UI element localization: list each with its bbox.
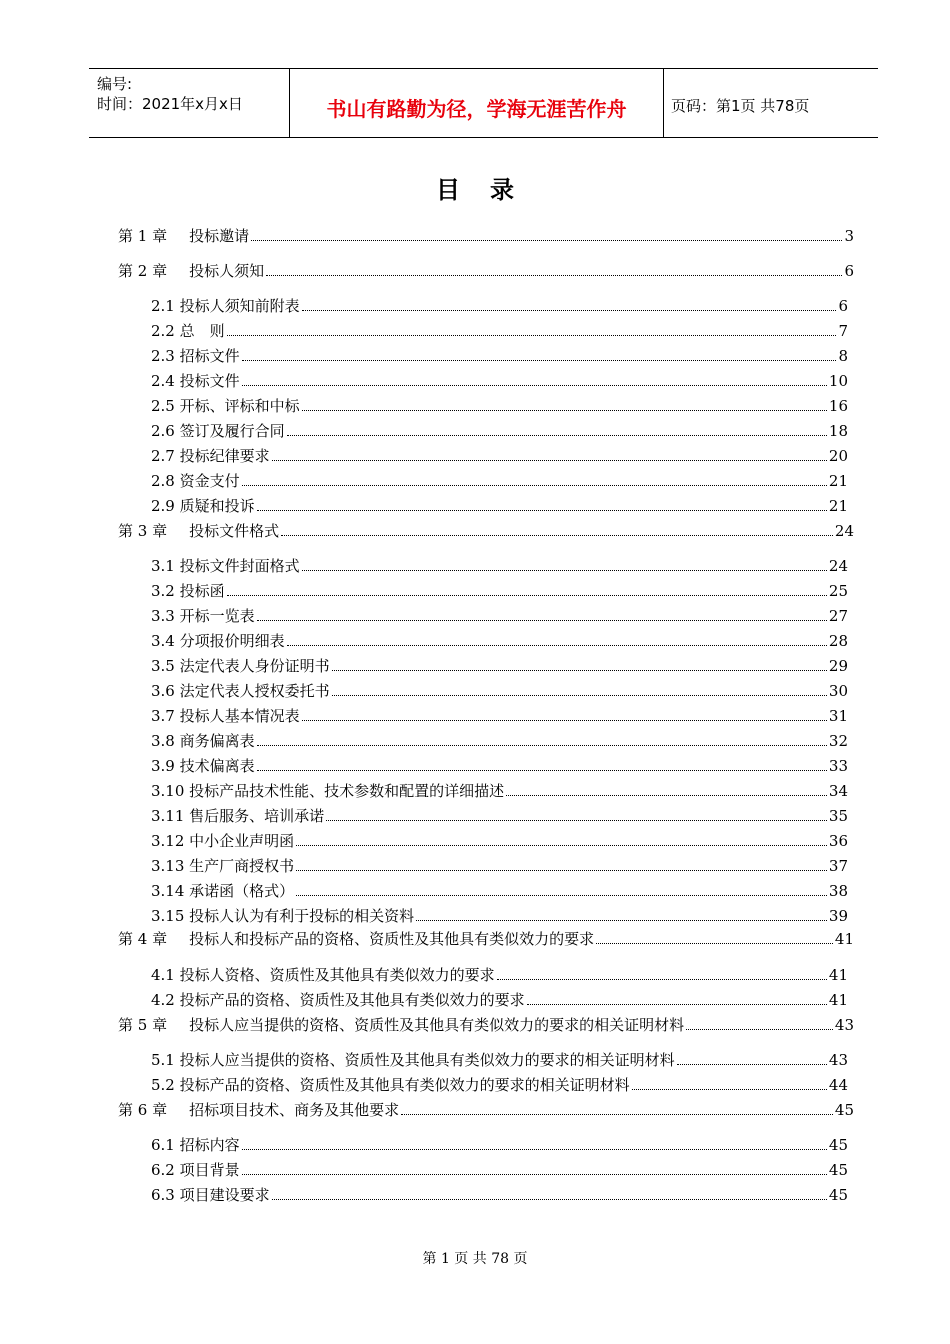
toc-entry-label — [118, 522, 279, 540]
toc-title: 目录 — [436, 176, 544, 204]
chapter-title: 投标人和投标产品的资格、资质性及其他具有类似效力的要求 — [189, 930, 595, 948]
toc-section-entry[interactable] — [151, 607, 848, 625]
toc-page-number: 45 — [834, 1101, 854, 1119]
toc-entry-label — [118, 262, 264, 280]
toc-page-number: 38 — [828, 882, 848, 900]
toc-entry-label: 2.3 招标文件 — [151, 347, 240, 365]
header-page-cell — [663, 69, 878, 137]
toc-entry-label: 3.7 投标人基本情况表 — [151, 707, 300, 725]
toc-section-entry[interactable] — [151, 347, 848, 365]
toc-entry-label: 3.5 法定代表人身份证明书 — [151, 657, 330, 675]
toc-chapter-entry[interactable] — [118, 1016, 854, 1034]
toc-section-entry[interactable] — [151, 322, 848, 340]
toc-entry-label: 3.1 投标文件封面格式 — [151, 557, 300, 575]
chapter-number: 第 6 章 — [118, 1101, 168, 1119]
dot-leader — [257, 509, 827, 511]
dot-leader — [677, 1063, 827, 1065]
toc-page-number: 25 — [828, 582, 848, 600]
toc-section-entry[interactable] — [151, 732, 848, 750]
toc-page-number: 35 — [828, 807, 848, 825]
dot-leader — [416, 919, 827, 921]
toc-section-entry[interactable] — [151, 472, 848, 490]
toc-page-number: 31 — [828, 707, 848, 725]
toc-page-number: 45 — [828, 1186, 848, 1204]
chapter-number: 第 4 章 — [118, 930, 168, 948]
toc-entry-label: 3.3 开标一览表 — [151, 607, 255, 625]
toc-entry-label: 2.9 质疑和投诉 — [151, 497, 255, 515]
toc-section-entry[interactable] — [151, 497, 848, 515]
toc-page-number: 8 — [838, 347, 848, 365]
dot-leader — [296, 869, 827, 871]
dot-leader — [227, 594, 827, 596]
toc-chapter-entry[interactable] — [118, 227, 854, 245]
toc-entry-label — [118, 930, 594, 948]
toc-section-entry[interactable] — [151, 832, 848, 850]
toc-page-number: 27 — [828, 607, 848, 625]
toc-section-entry[interactable] — [151, 397, 848, 415]
toc-entry-label: 2.1 投标人须知前附表 — [151, 297, 300, 315]
chapter-number: 第 3 章 — [118, 522, 168, 540]
toc-entry-label — [118, 1101, 399, 1119]
toc-entry-label: 2.8 资金支付 — [151, 472, 240, 490]
toc-section-entry[interactable] — [151, 1186, 848, 1204]
toc-page-number: 24 — [828, 557, 848, 575]
toc-page-number: 28 — [828, 632, 848, 650]
toc-page-number: 44 — [828, 1076, 848, 1094]
toc-section-entry[interactable] — [151, 907, 848, 925]
dot-leader — [257, 744, 827, 746]
toc-page-number: 6 — [844, 262, 854, 280]
dot-leader — [272, 1198, 827, 1200]
toc-section-entry[interactable] — [151, 422, 848, 440]
toc-page-number: 41 — [828, 966, 848, 984]
toc-entry-label: 2.2 总 则 — [151, 322, 225, 340]
toc-section-entry[interactable] — [151, 682, 848, 700]
dot-leader — [332, 669, 827, 671]
toc-chapter-entry[interactable] — [118, 1101, 854, 1119]
toc-page-number: 43 — [828, 1051, 848, 1069]
dot-leader — [527, 1003, 827, 1005]
chapter-title: 投标邀请 — [189, 227, 250, 245]
toc-chapter-entry[interactable] — [118, 522, 854, 540]
toc-section-entry[interactable] — [151, 857, 848, 875]
dot-leader — [332, 694, 827, 696]
dot-leader — [632, 1088, 827, 1090]
toc-entry-label: 5.1 投标人应当提供的资格、资质性及其他具有类似效力的要求的相关证明材料 — [151, 1051, 675, 1069]
toc-page-number: 33 — [828, 757, 848, 775]
toc-page-number: 7 — [838, 322, 848, 340]
toc-section-entry[interactable] — [151, 1136, 848, 1154]
toc-section-entry[interactable] — [151, 372, 848, 390]
toc-section-entry[interactable] — [151, 807, 848, 825]
chapter-number: 第 5 章 — [118, 1016, 168, 1034]
toc-page-number: 30 — [828, 682, 848, 700]
toc-page-number: 18 — [828, 422, 848, 440]
chapter-number: 第 1 章 — [118, 227, 168, 245]
dot-leader — [497, 978, 827, 980]
dot-leader — [326, 819, 827, 821]
toc-section-entry[interactable] — [151, 1076, 848, 1094]
toc-page-number: 3 — [844, 227, 854, 245]
dot-leader — [242, 484, 827, 486]
toc-section-entry[interactable] — [151, 447, 848, 465]
toc-entry-label: 3.9 技术偏离表 — [151, 757, 255, 775]
toc-entry-label: 3.15 投标人认为有利于投标的相关资料 — [151, 907, 415, 925]
toc-entry-label: 6.1 招标内容 — [151, 1136, 240, 1154]
dot-leader — [242, 1173, 827, 1175]
page-header — [89, 68, 878, 138]
dot-leader — [302, 719, 827, 721]
toc-page-number: 21 — [828, 472, 848, 490]
dot-leader — [227, 334, 837, 336]
chapter-number: 第 2 章 — [118, 262, 168, 280]
toc-page-number: 10 — [828, 372, 848, 390]
toc-page-number: 43 — [834, 1016, 854, 1034]
dot-leader — [296, 894, 827, 896]
toc-entry-label: 4.2 投标产品的资格、资质性及其他具有类似效力的要求 — [151, 991, 525, 1009]
time-label: 时间：2021年x月x日 — [97, 95, 243, 113]
toc-page-number: 39 — [828, 907, 848, 925]
toc-entry-label — [118, 1016, 684, 1034]
toc-page-number: 45 — [828, 1161, 848, 1179]
dot-leader — [302, 309, 837, 311]
number-label: 编号: — [97, 75, 133, 93]
toc-page-number: 21 — [828, 497, 848, 515]
toc-section-entry[interactable] — [151, 297, 848, 315]
toc-section-entry[interactable] — [151, 1051, 848, 1069]
header-motto-cell — [289, 69, 664, 137]
dot-leader — [287, 434, 827, 436]
toc-page-number: 34 — [828, 782, 848, 800]
toc-page-number: 16 — [828, 397, 848, 415]
dot-leader — [296, 844, 827, 846]
chapter-title: 投标人须知 — [189, 262, 265, 280]
toc-section-entry[interactable] — [151, 966, 848, 984]
page-footer: 第 1 页 共 78 页 — [422, 1251, 528, 1267]
toc-section-entry[interactable] — [151, 557, 848, 575]
toc-entry-label — [118, 227, 249, 245]
toc-section-entry[interactable] — [151, 582, 848, 600]
toc-entry-label: 2.6 签订及履行合同 — [151, 422, 285, 440]
toc-page-number: 20 — [828, 447, 848, 465]
dot-leader — [257, 769, 827, 771]
toc-entry-label: 3.11 售后服务、培训承诺 — [151, 807, 325, 825]
toc-entry-label: 3.2 投标函 — [151, 582, 225, 600]
toc-entry-label: 2.5 开标、评标和中标 — [151, 397, 300, 415]
toc-entry-label: 2.7 投标纪律要求 — [151, 447, 270, 465]
toc-section-entry[interactable] — [151, 757, 848, 775]
toc-entry-label: 3.14 承诺函（格式） — [151, 882, 295, 900]
toc-entry-label: 3.4 分项报价明细表 — [151, 632, 285, 650]
chapter-title: 招标项目技术、商务及其他要求 — [189, 1101, 400, 1119]
motto: 书山有路勤为径，学海无涯苦作舟 — [326, 97, 627, 121]
toc-entry-label: 3.6 法定代表人授权委托书 — [151, 682, 330, 700]
toc-page-number: 29 — [828, 657, 848, 675]
dot-leader — [287, 644, 827, 646]
toc-section-entry[interactable] — [151, 882, 848, 900]
toc-page-number: 36 — [828, 832, 848, 850]
toc-page-number: 32 — [828, 732, 848, 750]
dot-leader — [281, 534, 833, 536]
toc-page-number: 41 — [828, 991, 848, 1009]
toc-entry-label: 3.13 生产厂商授权书 — [151, 857, 295, 875]
dot-leader — [302, 569, 827, 571]
dot-leader — [242, 359, 837, 361]
toc-entry-label: 3.10 投标产品技术性能、技术参数和配置的详细描述 — [151, 782, 505, 800]
dot-leader — [242, 384, 827, 386]
toc-section-entry[interactable] — [151, 1161, 848, 1179]
header-meta-cell — [89, 69, 289, 137]
toc-entry-label: 3.12 中小企业声明函 — [151, 832, 295, 850]
toc-entry-label: 3.8 商务偏离表 — [151, 732, 255, 750]
toc-page-number: 37 — [828, 857, 848, 875]
toc-section-entry[interactable] — [151, 657, 848, 675]
toc-entry-label: 5.2 投标产品的资格、资质性及其他具有类似效力的要求的相关证明材料 — [151, 1076, 630, 1094]
toc-section-entry[interactable] — [151, 632, 848, 650]
dot-leader — [266, 274, 842, 276]
dot-leader — [596, 942, 833, 944]
toc-chapter-entry[interactable] — [118, 262, 854, 280]
toc-entry-label: 2.4 投标文件 — [151, 372, 240, 390]
toc-section-entry[interactable] — [151, 782, 848, 800]
dot-leader — [251, 239, 842, 241]
toc-entry-label: 6.3 项目建设要求 — [151, 1186, 270, 1204]
dot-leader — [302, 409, 827, 411]
dot-leader — [242, 1148, 827, 1150]
dot-leader — [506, 794, 827, 796]
toc-entry-label: 4.1 投标人资格、资质性及其他具有类似效力的要求 — [151, 966, 495, 984]
toc-section-entry[interactable] — [151, 991, 848, 1009]
dot-leader — [686, 1028, 833, 1030]
toc-page-number: 45 — [828, 1136, 848, 1154]
toc-entry-label: 6.2 项目背景 — [151, 1161, 240, 1179]
chapter-title: 投标文件格式 — [189, 522, 280, 540]
toc-page-number: 24 — [834, 522, 854, 540]
page-info: 页码：第1页 共78页 — [671, 97, 810, 115]
toc-section-entry[interactable] — [151, 707, 848, 725]
toc-page-number: 6 — [838, 297, 848, 315]
dot-leader — [401, 1113, 833, 1115]
chapter-title: 投标人应当提供的资格、资质性及其他具有类似效力的要求的相关证明材料 — [189, 1016, 685, 1034]
dot-leader — [272, 459, 827, 461]
toc-page-number: 41 — [834, 930, 854, 948]
dot-leader — [257, 619, 827, 621]
toc-chapter-entry[interactable] — [118, 930, 854, 948]
